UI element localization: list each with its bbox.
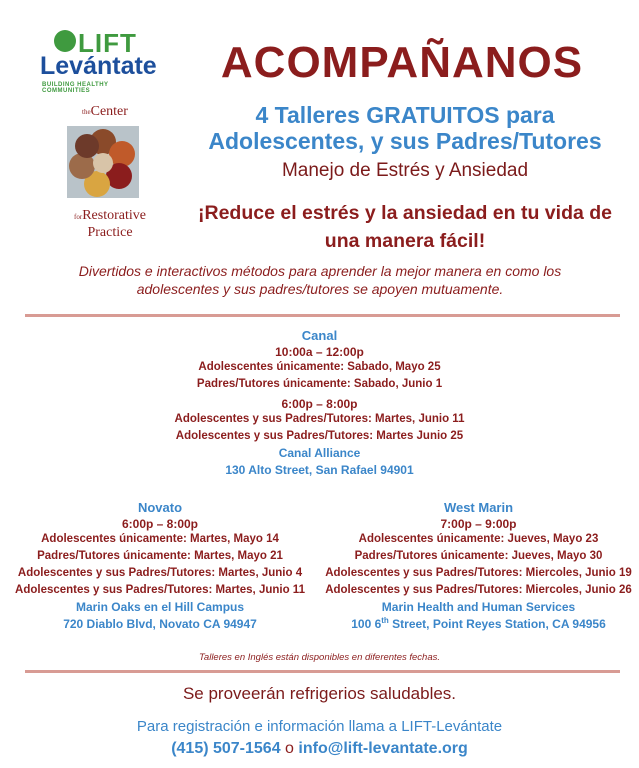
west-marin-title: West Marin [443, 500, 514, 515]
intro-line-2: adolescentes y sus padres/tutores se apoyen mutuamente. [136, 281, 504, 297]
west-marin-session-3: Adolescentes y sus Padres/Tutores: Miercoles, Junio 19 [325, 567, 632, 579]
novato-session-2: Padres/Tutores únicamente: Martes, Mayo 21 [37, 550, 283, 562]
subtitle-line-2: Adolescentes, y sus Padres/Tutores [208, 128, 602, 154]
west-marin-session-4: Adolescentes y sus Padres/Tutores: Miercoles, Junio 26 [325, 584, 632, 596]
bottom-divider [25, 670, 620, 673]
subtitle-line-1: 4 Talleres GRATUITOS para [255, 102, 555, 128]
west-marin-address: 100 6th Street, Point Reyes Station, CA 94956 [351, 616, 606, 631]
lift-figure-icon [54, 30, 76, 52]
novato-title: Novato [137, 500, 183, 515]
lift-levantate-logo [38, 28, 158, 92]
intro-line-1: Divertidos e interactivos métodos para aprender la mejor manera en como los [78, 263, 562, 279]
novato-venue: Marin Oaks en el Hill Campus [75, 600, 245, 614]
novato-address: 720 Diablo Blvd, Novato CA 94947 [63, 617, 257, 631]
levantate-logo-word: Levántate [40, 52, 157, 80]
west-marin-schedule [318, 500, 639, 633]
west-marin-session-1: Adolescentes únicamente: Jueves, Mayo 23 [358, 533, 599, 545]
canal-time-2: 6:00p – 8:00p [281, 397, 358, 411]
english-workshops-note: Talleres en Inglés están disponibles en diferentes fechas. [199, 652, 440, 663]
canal-session-3: Adolescentes y sus Padres/Tutores: Martes, Junio 11 [174, 413, 465, 425]
novato-session-1: Adolescentes únicamente: Martes, Mayo 14 [41, 533, 279, 545]
lift-logo-word: LIFT [78, 28, 137, 58]
contact-line: (415) 507-1564 o info@lift-levantate.org [171, 740, 468, 757]
canal-schedule [0, 328, 639, 479]
tagline [175, 199, 635, 255]
canal-session-4: Adolescentes y sus Padres/Tutores: Martes Junio 25 [175, 430, 464, 442]
circle-of-hands-icon [67, 126, 139, 198]
center-restorative-practice-logo [55, 104, 155, 244]
novato-session-3: Adolescentes y sus Padres/Tutores: Martes, Junio 4 [17, 567, 303, 579]
canal-session-2: Padres/Tutores únicamente: Sabado, Junio 1 [196, 378, 443, 390]
top-divider [25, 314, 620, 317]
west-marin-session-2: Padres/Tutores únicamente: Jueves, Mayo 30 [354, 550, 603, 562]
canal-time-1: 10:00a – 12:00p [275, 345, 364, 359]
phone-number: (415) 507-1564 [171, 740, 281, 757]
canal-title: Canal [301, 328, 338, 343]
west-marin-time: 7:00p – 9:00p [440, 517, 517, 531]
canal-session-1: Adolescentes únicamente: Sabado, Mayo 25 [198, 361, 441, 373]
workshops-subtitle [175, 102, 635, 154]
novato-time: 6:00p – 8:00p [121, 517, 199, 531]
center-logo-top: theCenter [82, 104, 128, 119]
email-link[interactable]: info@lift-levantate.org [298, 740, 468, 757]
tagline-line-2: una manera fácil! [324, 230, 486, 252]
west-marin-venue: Marin Health and Human Services [381, 600, 576, 614]
page-title: ACOMPAÑANOS [220, 38, 584, 87]
novato-session-4: Adolescentes y sus Padres/Tutores: Martes, Junio 11 [15, 584, 305, 596]
canal-venue: Canal Alliance [278, 446, 361, 460]
canal-address: 130 Alto Street, San Rafael 94901 [225, 463, 414, 477]
intro-text [40, 262, 600, 298]
lift-logo-tagline: BUILDING HEALTHY COMMUNITIES [42, 82, 109, 94]
registration-text: Para registración e información llama a LIFT-Levántate [136, 718, 503, 735]
center-logo-bottom: forRestorative Practice [74, 208, 146, 240]
refreshments-text: Se proveerán refrigerios saludables. [182, 684, 457, 703]
novato-schedule [0, 500, 320, 633]
tagline-line-1: ¡Reduce el estrés y la ansiedad en tu vida de [198, 202, 612, 224]
workshop-topic: Manejo de Estrés y Ansiedad [281, 160, 529, 181]
